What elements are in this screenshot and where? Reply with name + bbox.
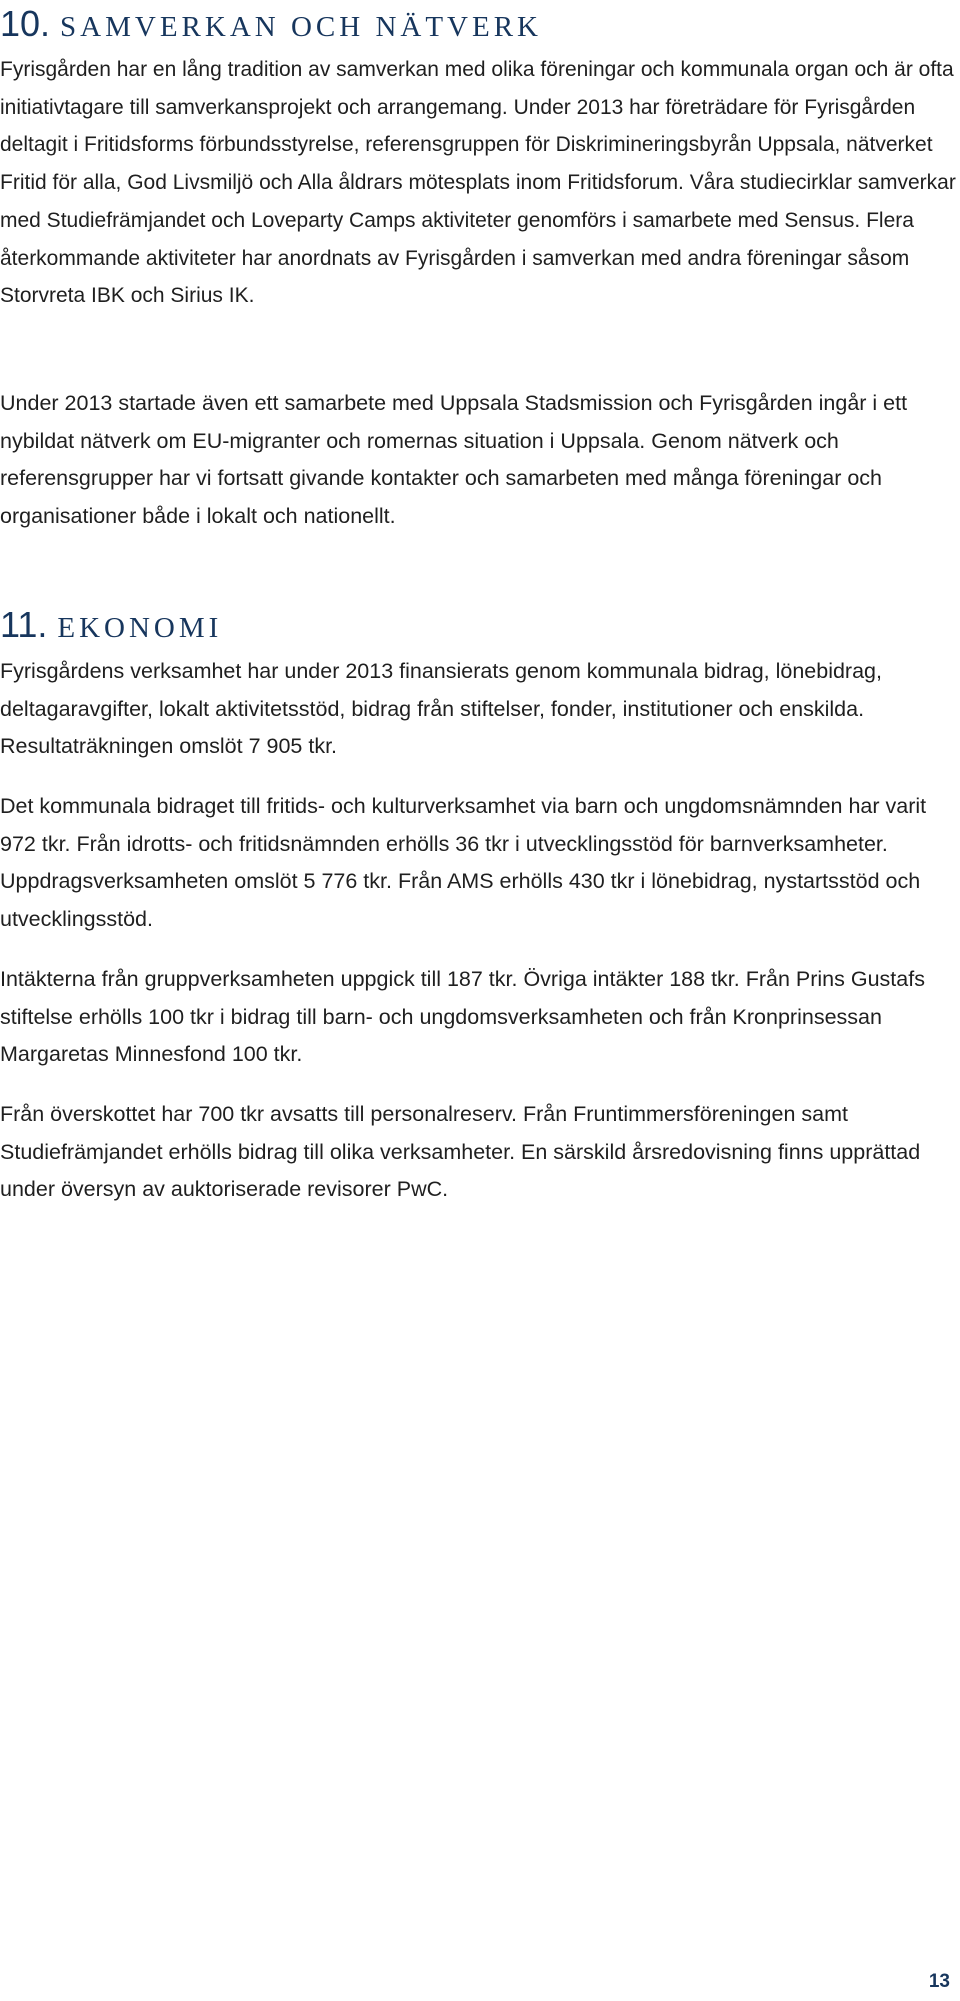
section-10-title: SAMVERKAN OCH NÄTVERK [60,11,543,43]
section-11-paragraph-4: Från överskottet har 700 tkr avsatts till personalreserv. Från Fruntimmersföreningen samt Studiefrämjandet erhölls bidrag till olika verksamheter. En särskild årsredovisning finns upprättad under översyn av auktoriserade revisorer PwC. [0,1102,921,1202]
page-number: 13 [928,1971,950,1992]
section-10-number: 10. [0,3,51,44]
section-11-paragraph-1: Fyrisgårdens verksamhet har under 2013 finansierats genom kommunala bidrag, lönebidrag, deltagaravgifter, lokalt aktivitetsstöd, bidrag från stiftelser, fonder, institutioner och enskilda. Resultaträkningen omslöt 7 905 tkr. [0,659,882,759]
section-10-paragraph-2: Under 2013 startade även ett samarbete med Uppsala Stadsmission och Fyrisgården ingår i ett nybildat nätverk om EU-migranter och romernas situation i Uppsala. Genom nätverk och referensgrupper har vi fortsatt givande kontakter och samarbeten med många föreningar och organisationer både i lokalt och nationellt. [0,391,908,529]
section-11-title: EKONOMI [57,612,223,644]
section-11-number: 11. [0,604,48,645]
section-10-paragraph-1: Fyrisgården har en lång tradition av samverkan med olika föreningar och kommunala organ och är ofta initiativtagare till samverkansprojekt och arrangemang. Under 2013 har företrädare för Fyrisgården deltagit i Fritidsforms förbundsstyrelse, referensgruppen för Diskrimineringsbyrån Uppsala, nätverket Fritid för alla, God Livsmiljö och Alla åldrars mötesplats inom Fritidsforum. Våra studiecirklar samverkar med Studiefrämjandet och Loveparty Camps aktiviteter genomförs i samarbete med Sensus. Flera återkommande aktiviteter har anordnats av Fyrisgården i samverkan med andra föreningar såsom Storvreta IBK och Sirius IK. [0,58,956,308]
section-11-paragraph-2: Det kommunala bidraget till fritids- och kulturverksamhet via barn och ungdomsnämnden har varit 972 tkr. Från idrotts- och fritidsnämnden erhölls 36 tkr i utvecklingsstöd för barnverksamheter. Uppdragsverksamheten omslöt 5 776 tkr. Från AMS erhölls 430 tkr i lönebidrag, nystartsstöd och utvecklingsstöd. [0,794,927,932]
section-11-paragraph-3: Intäkterna från gruppverksamheten uppgick till 187 tkr. Övriga intäkter 188 tkr. Från Prins Gustafs stiftelse erhölls 100 tkr i bidrag till barn- och ungdomsverksamheten och från Kronprinsessan Margaretas Minnesfond 100 tkr. [0,967,925,1067]
section-11-heading [0,604,223,645]
section-10-heading [0,3,543,44]
